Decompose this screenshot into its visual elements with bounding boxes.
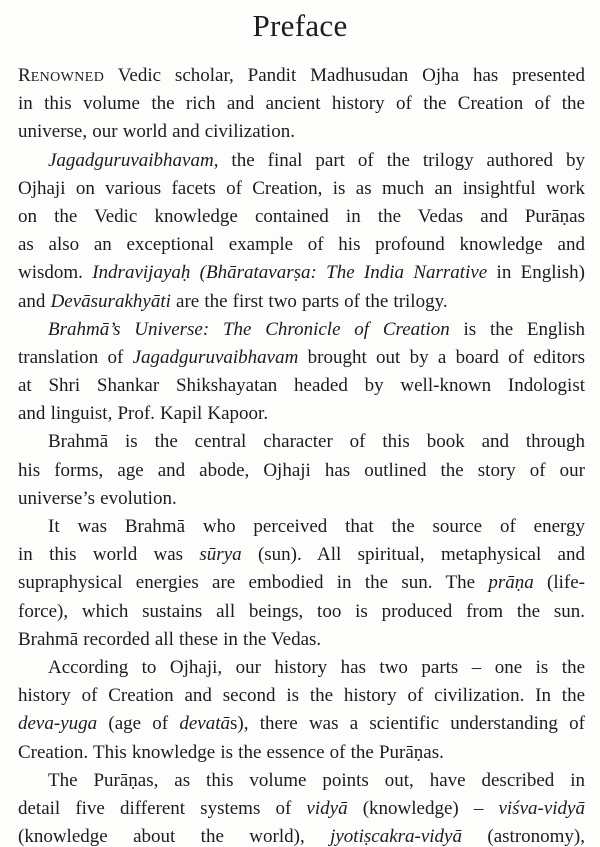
text-segment: Brahmā is the central character of this book and through [48, 431, 585, 453]
text-segment: brought out by a board of editors [298, 346, 585, 368]
text-segment: supraphysical energies are embodied in the sun. The [18, 572, 489, 594]
text-segment: (knowledge about the world), [18, 826, 331, 847]
text-segment: at Shri Shankar Shikshayatan headed by well-known Indologist [18, 375, 585, 397]
text-segment: Jagadguruvaibhavam [132, 346, 299, 368]
text-line [18, 372, 585, 400]
text-line [18, 203, 585, 231]
text-segment: sūrya [199, 544, 242, 566]
text-line [18, 569, 585, 597]
text-segment: wisdom. [18, 262, 93, 284]
text-line [18, 739, 585, 767]
text-segment: history of Creation and second is the history of civilization. In the [18, 685, 585, 707]
text-line [18, 62, 585, 90]
text-block [18, 62, 585, 847]
text-segment: jyotiṣcakra-vidyā [330, 826, 462, 847]
text-segment: The Purāṇas, as this volume points out, have described in [48, 769, 585, 791]
text-line [18, 710, 585, 738]
text-segment: Vedic scholar, Pandit Madhusudan Ojha has presented [104, 65, 585, 86]
text-line [18, 654, 585, 682]
text-line [18, 541, 585, 569]
text-segment: are the first two parts of the trilogy. [170, 290, 448, 312]
text-segment: s), there was a scientific understanding of [230, 713, 585, 735]
text-line [18, 795, 585, 823]
text-segment: in English) [487, 262, 585, 284]
text-segment: deva-yuga [18, 713, 98, 735]
text-segment: and [18, 290, 51, 312]
text-segment: in this volume the rich and ancient history of the Creation of the [18, 93, 585, 115]
text-line [18, 626, 585, 654]
text-segment: ENOWNED [30, 70, 105, 85]
text-segment: devatā [179, 713, 231, 735]
text-line [18, 118, 585, 146]
text-segment: his forms, age and abode, Ojhaji has outlined the story of our [18, 459, 585, 481]
text-segment: in this world was [18, 544, 200, 566]
text-line [18, 428, 585, 456]
text-segment: on the Vedic knowledge contained in the Vedas and Purāṇas [18, 205, 585, 227]
text-segment: translation of [18, 346, 133, 368]
text-segment: R [18, 65, 31, 86]
text-segment: as also an exceptional example of his profound knowledge and [18, 234, 585, 256]
text-segment: Brahmā recorded all these in the Vedas. [18, 628, 322, 650]
text-line [18, 682, 585, 710]
text-line [18, 288, 585, 316]
text-segment: Creation. This knowledge is the essence of the Purāṇas. [18, 741, 444, 763]
text-segment: Brahmā’s Universe: The Chronicle of Creation [48, 318, 450, 340]
text-line [18, 485, 585, 513]
paragraph [18, 316, 585, 429]
text-line [18, 823, 585, 847]
text-line [18, 231, 585, 259]
text-segment: (knowledge) – [347, 797, 499, 819]
text-segment: universe, our world and civilization. [18, 121, 295, 143]
paragraph [18, 654, 585, 767]
paragraph [18, 147, 585, 316]
text-segment: (age of [97, 713, 180, 735]
text-line [18, 598, 585, 626]
text-line [18, 259, 585, 287]
text-line [18, 147, 585, 175]
text-segment: Devāsurakhyāti [50, 290, 171, 312]
text-segment: detail five different systems of [18, 797, 307, 819]
text-line [18, 400, 585, 428]
text-line [18, 513, 585, 541]
text-line [18, 90, 585, 118]
paragraph [18, 767, 585, 847]
text-segment: Ojhaji on various facets of Creation, is as much an insightful work [18, 177, 585, 199]
paragraph [18, 513, 585, 654]
text-segment: force), which sustains all beings, too is produced from the sun. [18, 600, 585, 622]
page-title: Preface [252, 8, 348, 43]
text-segment: prāṇa [488, 572, 534, 594]
text-line [18, 767, 585, 795]
text-line [18, 175, 585, 203]
text-line [18, 344, 585, 372]
text-segment: universe’s evolution. [18, 487, 177, 509]
paragraph [18, 428, 585, 513]
paragraph [18, 62, 585, 147]
text-segment: (sun). All spiritual, metaphysical and [241, 544, 585, 566]
text-segment: Jagadguruvaibhavam [48, 149, 214, 171]
text-segment: (astronomy), [462, 826, 586, 847]
text-segment: It was Brahmā who perceived that the source of energy [48, 516, 585, 537]
text-segment: , the final part of the trilogy authored by [213, 149, 585, 171]
text-segment: vidyā [306, 797, 348, 819]
text-segment: and linguist, Prof. Kapil Kapoor. [18, 403, 269, 425]
text-segment: According to Ojhaji, our history has two parts – one is the [48, 656, 585, 678]
text-segment: viśva-vidyā [498, 797, 585, 819]
text-segment: is the English [449, 318, 585, 340]
text-line [18, 316, 585, 344]
text-line [18, 457, 585, 485]
text-segment: (life- [533, 572, 585, 594]
text-segment: Indravijayaḥ (Bhāratavarṣa: The India Narrative [92, 262, 488, 284]
